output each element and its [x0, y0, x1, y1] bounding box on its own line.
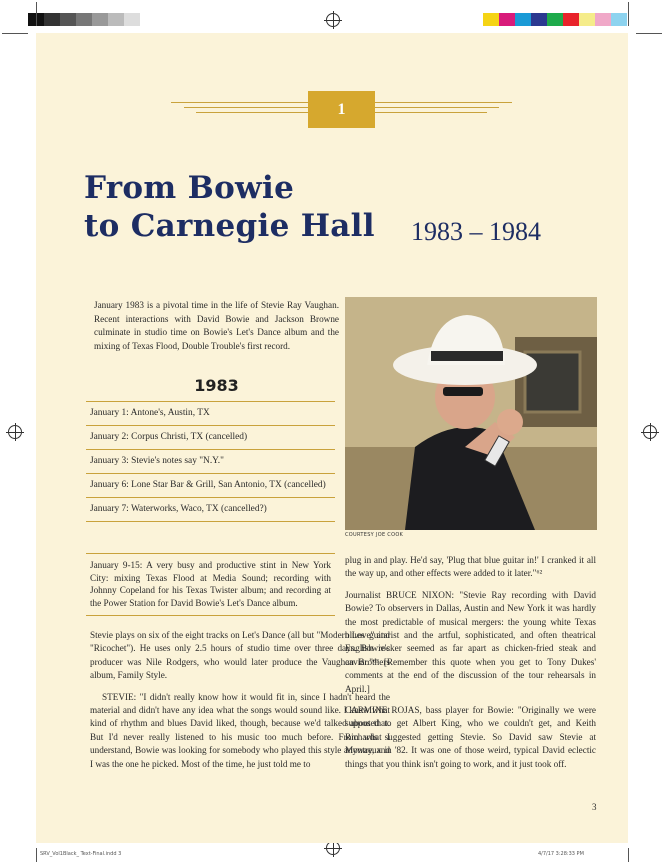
page-number: 3 — [592, 802, 597, 812]
grayscale-calibration-strip — [28, 13, 140, 26]
timeline-entry: January 3: Stevie's notes say "N.Y." — [86, 449, 335, 473]
chapter-title — [84, 169, 375, 245]
ornament-line — [375, 107, 499, 108]
timeline-entry: January 1: Antone's, Austin, TX — [86, 401, 335, 425]
chapter-title-line1: From Bowie — [84, 170, 295, 206]
crop-mark — [2, 33, 28, 34]
photo-illustration — [345, 297, 597, 530]
year-heading: 1983 — [194, 376, 239, 395]
ornament-line — [184, 107, 308, 108]
body-paragraph: Stevie plays on six of the eight tracks on Let's Dance (all but "Modern Love" and "Ricochet"). He uses only 2.5 hours of studio time over three days. Bowie's producer was Nile Rodgers, who would later produce the Vaughan Brothers album, Family Style. — [90, 630, 390, 681]
crop-mark — [628, 2, 629, 26]
ornament-line — [375, 112, 487, 113]
book-page — [36, 33, 628, 843]
registration-mark-left — [8, 425, 22, 439]
timeline-entry: January 7: Waterworks, Waco, TX (cancelled?) — [86, 497, 335, 522]
timeline-entry: January 2: Corpus Christi, TX (cancelled) — [86, 425, 335, 449]
ornament-line — [375, 102, 512, 103]
slug-right: 4/7/17 3:28:33 PM — [538, 851, 584, 857]
ornament-line — [171, 102, 308, 103]
crop-mark — [628, 848, 629, 862]
registration-mark-right — [643, 425, 657, 439]
timeline-callout: January 9-15: A very busy and productive stint in New York City: mixing Texas Flood at Media Sound; recording with Johnny Copeland for his Texas Twister album; and recording at the Power Station for David Bowie's Let's Dance album. — [86, 553, 335, 616]
timeline-list — [86, 401, 335, 522]
body-column-right — [345, 554, 596, 779]
chapter-number-badge: 1 — [308, 91, 375, 128]
body-paragraph: Journalist BRUCE NIXON: "Stevie Ray recording with David Bowie? To observers in Dallas, Austin and New York it was hardly the most predictable of musical mergers: the young white Texas blues guitarist and the artful, sophisticated, and often theatrical English rocker seemed as far apart as chicken-fried steak and caviar."⁶³ [Remember this quote when you get to Tony Dukes' comments at the end of the discussion of the tour rehearsals in April.] — [345, 589, 596, 694]
crop-mark — [36, 848, 37, 862]
intro-paragraph: January 1983 is a pivotal time in the life of Stevie Ray Vaughan. Recent interactions with David Bowie and Jackson Browne culminate in studio time on Bowie's Let's Dance album and the mixing of Texas Flood, Double Trouble's first record. — [94, 300, 339, 351]
photo-credit: COURTESY JOE COOK — [345, 532, 404, 538]
crop-mark — [636, 33, 662, 34]
registration-mark-top — [326, 13, 340, 27]
body-paragraph: STEVIE: "I didn't really know how it would fit in, since I hadn't heard the material and didn't have any idea what the songs would sound like. I knew what kind of rhythm and blues David liked, though, because we'd talked about that. But I'd never really listened to his music too much before. From what I understand, Bowie was looking for somebody who played this style anyway, and I was the one he picked. Most of the time, he just told me to — [90, 691, 390, 769]
slug-left: SRV_Vol1Black_ Text-Final.indd 3 — [40, 851, 122, 857]
ornament-line — [196, 112, 308, 113]
crop-mark — [36, 2, 37, 26]
chapter-years: 1983 – 1984 — [411, 217, 541, 246]
body-paragraph: CARMINE ROJAS, bass player for Bowie: "Originally we were supposed to get Albert King, who we couldn't get, and Keith Richards suggested getting Stevie. So David saw Stevie at Montreux in '82. It was one of those weird, typical David eclectic things that you think isn't going to work, and it just took off. — [345, 705, 596, 769]
timeline-entry: January 6: Lone Star Bar & Grill, San Antonio, TX (cancelled) — [86, 473, 335, 497]
registration-mark-bottom — [326, 841, 340, 855]
body-paragraph: plug in and play. He'd say, 'Plug that blue guitar in!' I cranked it all the way up, and other effects were added to it later."⁶² — [345, 555, 596, 579]
chapter-title-line2: to Carnegie Hall — [84, 208, 375, 244]
color-calibration-strip — [483, 13, 627, 26]
photo-stevie-ray-vaughan — [345, 297, 597, 530]
